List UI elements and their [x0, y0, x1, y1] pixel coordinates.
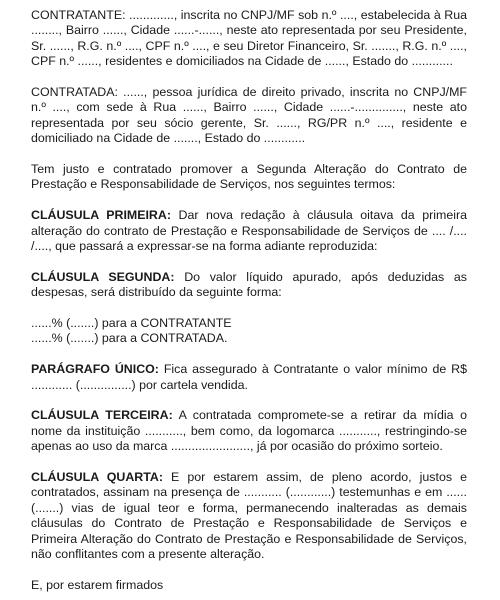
- clausula-quarta-title: CLÁUSULA QUARTA:: [31, 470, 163, 485]
- distribution-list: [31, 316, 467, 347]
- clausula-segunda-text: Do valor líquido apurado, após deduzidas as despesas, será distribuído da seguinte forma:: [31, 269, 467, 300]
- distribution-item-contratada: ......% (.......) para a CONTRATADA.: [31, 331, 228, 346]
- clausula-terceira-title: CLÁUSULA TERCEIRA:: [31, 408, 173, 423]
- clausula-terceira-text: A contratada compromete-se a retirar da mídia o nome da instituição ..........., bem como, da logomarca ..........., restringindo-se apenas ao uso da marca ......................., já por ocasião do próximo sorteio.: [31, 408, 467, 454]
- paragrafo-unico-text: Fica assegurado à Contratante o valor mínimo de R$ ............ (...............) por cartela vendida.: [31, 362, 467, 392]
- paragrafo-unico: [31, 362, 467, 393]
- closing-paragraph: E, por estarem firmados: [31, 577, 164, 592]
- clausula-terceira: [31, 408, 467, 454]
- contratada-paragraph: CONTRATADA: ......, pessoa jurídica de direito privado, inscrita no CNPJ/MF n.º ...., com sede à Rua ......, Bairro ......, Cidade ......-.............., neste ato representada por seu sócio gerente, Sr. ......, RG/PR n.º ...., residente e domiciliado na Cidade de ......., Estado do ............: [31, 85, 467, 146]
- clausula-primeira-title: CLÁUSULA PRIMEIRA:: [31, 208, 171, 223]
- clausula-primeira-text: Dar nova redação à cláusula oitava da primeira alteração do contrato de Prestação e Responsabilidade de Serviços de .... /.... /...., que passará a expressar-se na forma adiante reproduzida:: [31, 208, 467, 254]
- distribution-item-contratante: ......% (.......) para a CONTRATANTE: [31, 316, 232, 331]
- clausula-segunda: [31, 270, 467, 301]
- clausula-primeira: [31, 208, 467, 254]
- clausula-segunda-title: CLÁUSULA SEGUNDA:: [31, 269, 175, 284]
- paragrafo-unico-title: PARÁGRAFO ÚNICO:: [31, 362, 159, 377]
- intro-paragraph: Tem justo e contratado promover a Segunda Alteração do Contrato de Prestação e Responsabilidade de Serviços, nos seguintes termos:: [31, 162, 467, 192]
- contratante-paragraph: CONTRATANTE: ............., inscrita no CNPJ/MF sob n.º ...., estabelecida à Rua ........, Bairro ......, Cidade ......-......, neste ato representada por seu Presidente, Sr. ......, R.G. n.º ...., CPF n.º ...., e seu Diretor Financeiro, Sr. ......., R.G. n.º ...., CPF n.º ......, residentes e domiciliados na Cidade de ......, Estado do ............: [31, 8, 467, 69]
- contract-document: [31, 8, 467, 593]
- clausula-quarta-text: E por estarem assim, de pleno acordo, justos e contratados, assinam na presença de ........... (............) testemunhas e em ...... (.......) vias de igual teor e forma, permanecendo inalteradas as demais cláusulas do Contrato de Prestação e Responsabilidade de Serviços e Primeira Alteração do Contrato de Prestação e Responsabilidade de Serviços, não conflitantes com a presente alteração.: [31, 470, 467, 562]
- clausula-quarta: [31, 470, 467, 562]
